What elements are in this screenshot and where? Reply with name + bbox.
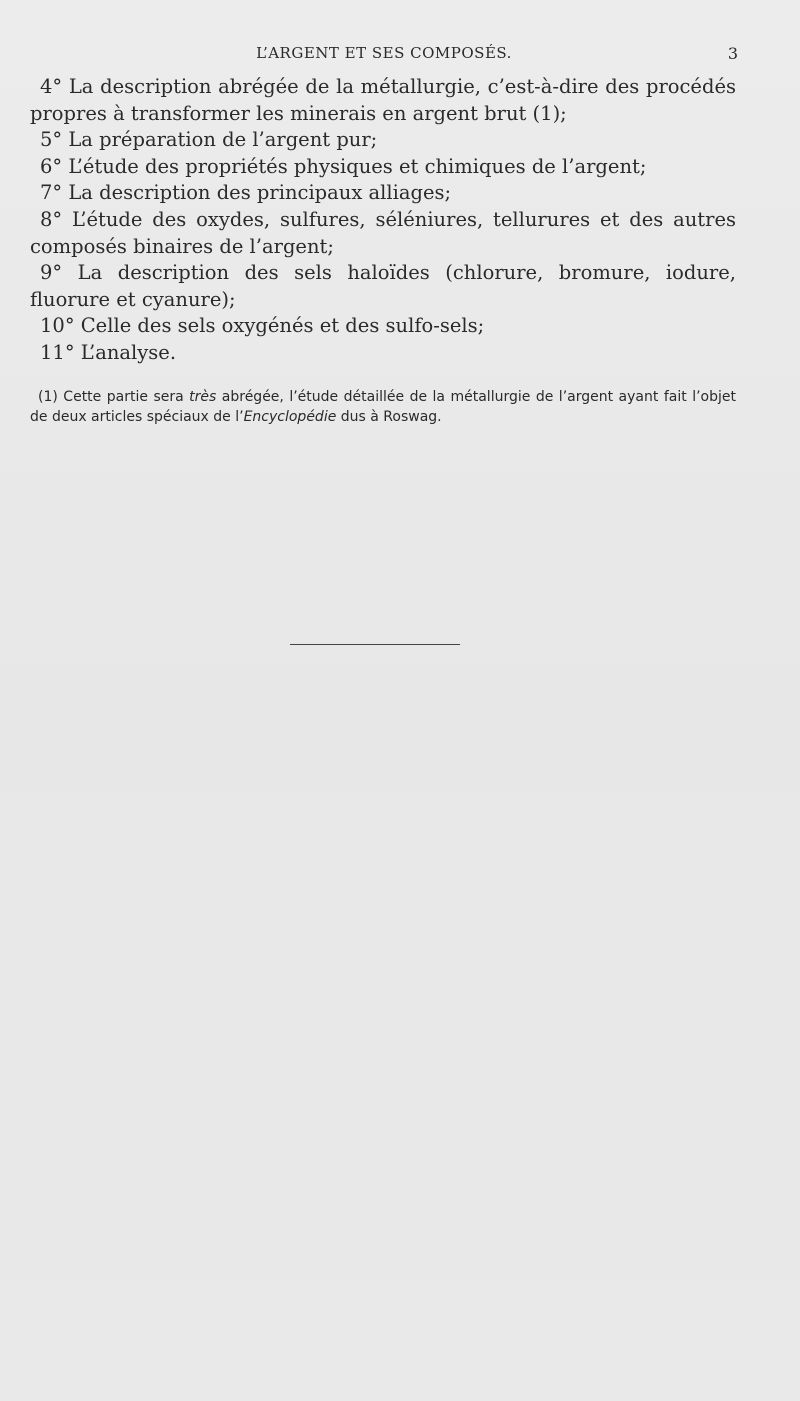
list-item: 11° L’analyse. (40, 340, 177, 364)
footnote-segment: dus à Roswag. (336, 409, 442, 425)
list-item: 9° La description des sels haloïdes (chlorure, bromure, iodure, fluorure et cyanure); (30, 261, 736, 311)
list-item: 5° La préparation de l’argent pur; (40, 128, 378, 152)
list-item: 7° La description des principaux alliages; (40, 181, 452, 205)
numbered-list (30, 74, 736, 367)
footnote-emphasis: très (189, 389, 217, 405)
list-item: 8° L’étude des oxydes, sulfures, séléniures, tellurures et des autres composés binaires de l’argent; (30, 207, 736, 258)
list-item: 4° La description abrégée de la métallurgie, c’est-à-dire des procédés propres à transformer les minerais en argent brut (1); (30, 75, 736, 125)
section-divider (290, 644, 460, 645)
footnote-title-italic: Encyclopédie (243, 409, 337, 425)
page-header (30, 44, 738, 66)
page-number: 3 (727, 44, 738, 63)
footnote-segment: (1) Cette partie sera (38, 389, 190, 405)
footnote-text (30, 387, 736, 427)
footnote (30, 387, 736, 427)
list-item: 6° L’étude des propriétés physiques et chimiques de l’argent; (40, 154, 647, 178)
footnote-segment: abrégée, l’étude détaillée de la métallurgie de l’argent ayant fait l’objet de deux articles spéciaux de l’ (30, 389, 736, 425)
running-title: L’ARGENT ET SES COMPOSÉS. (256, 44, 512, 62)
list-item: 10° Celle des sels oxygénés et des sulfo-sels; (40, 314, 485, 338)
